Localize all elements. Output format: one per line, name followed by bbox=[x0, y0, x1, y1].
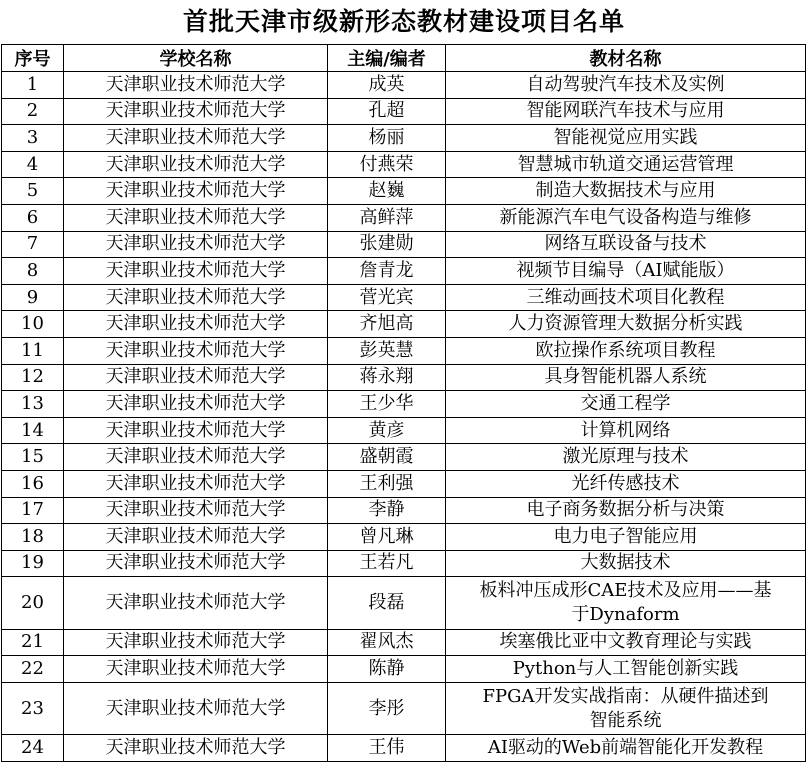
table-row bbox=[2, 497, 806, 524]
cell-serial-number: 1 bbox=[2, 72, 64, 99]
cell-editor: 李静 bbox=[328, 497, 446, 524]
cell-school-name: 天津职业技术师范大学 bbox=[64, 364, 328, 391]
table-row bbox=[2, 337, 806, 364]
cell-textbook-name: 电力电子智能应用 bbox=[446, 524, 806, 551]
cell-textbook-name: 计算机网络 bbox=[446, 417, 806, 444]
cell-serial-number: 5 bbox=[2, 178, 64, 205]
cell-school-name: 天津职业技术师范大学 bbox=[64, 682, 328, 734]
cell-textbook-name bbox=[446, 682, 806, 734]
cell-school-name: 天津职业技术师范大学 bbox=[64, 629, 328, 656]
cell-editor: 王伟 bbox=[328, 735, 446, 762]
cell-serial-number: 19 bbox=[2, 550, 64, 577]
cell-serial-number: 13 bbox=[2, 391, 64, 418]
document-title: 首批天津市级新形态教材建设项目名单 bbox=[182, 7, 625, 36]
cell-editor: 陈静 bbox=[328, 656, 446, 683]
cell-serial-number: 10 bbox=[2, 311, 64, 338]
cell-textbook-name: 具身智能机器人系统 bbox=[446, 364, 806, 391]
cell-textbook-name: 三维动画技术项目化教程 bbox=[446, 284, 806, 311]
cell-textbook-name: 激光原理与技术 bbox=[446, 444, 806, 471]
cell-textbook-name: 大数据技术 bbox=[446, 550, 806, 577]
cell-serial-number: 11 bbox=[2, 337, 64, 364]
cell-editor: 盛朝霞 bbox=[328, 444, 446, 471]
table-row bbox=[2, 550, 806, 577]
cell-editor: 赵巍 bbox=[328, 178, 446, 205]
cell-school-name: 天津职业技术师范大学 bbox=[64, 656, 328, 683]
table-row bbox=[2, 364, 806, 391]
table-row bbox=[2, 125, 806, 152]
cell-textbook-name: 视频节目编导（AI赋能版） bbox=[446, 258, 806, 285]
cell-school-name: 天津职业技术师范大学 bbox=[64, 550, 328, 577]
header-school-name: 学校名称 bbox=[64, 45, 328, 72]
cell-editor: 黄彦 bbox=[328, 417, 446, 444]
table-row bbox=[2, 444, 806, 471]
cell-editor: 詹青龙 bbox=[328, 258, 446, 285]
cell-serial-number: 18 bbox=[2, 524, 64, 551]
cell-textbook-name: 网络互联设备与技术 bbox=[446, 231, 806, 258]
project-table bbox=[1, 44, 806, 762]
table-row bbox=[2, 417, 806, 444]
cell-editor: 高鲜萍 bbox=[328, 204, 446, 231]
cell-school-name: 天津职业技术师范大学 bbox=[64, 735, 328, 762]
cell-editor: 孔超 bbox=[328, 98, 446, 125]
table-row bbox=[2, 151, 806, 178]
textbook-name-line: 板料冲压成形CAE技术及应用——基 bbox=[479, 579, 772, 601]
cell-serial-number: 15 bbox=[2, 444, 64, 471]
cell-school-name: 天津职业技术师范大学 bbox=[64, 577, 328, 629]
cell-serial-number: 3 bbox=[2, 125, 64, 152]
cell-serial-number: 20 bbox=[2, 577, 64, 629]
header-editor: 主编/编者 bbox=[328, 45, 446, 72]
cell-textbook-name: 人力资源管理大数据分析实践 bbox=[446, 311, 806, 338]
table-row bbox=[2, 178, 806, 205]
cell-textbook-name: 电子商务数据分析与决策 bbox=[446, 497, 806, 524]
table-row bbox=[2, 391, 806, 418]
cell-serial-number: 12 bbox=[2, 364, 64, 391]
textbook-name-line: 于Dynaform bbox=[571, 603, 680, 625]
cell-serial-number: 17 bbox=[2, 497, 64, 524]
cell-textbook-name: 欧拉操作系统项目教程 bbox=[446, 337, 806, 364]
cell-textbook-name: 智能网联汽车技术与应用 bbox=[446, 98, 806, 125]
cell-editor: 付燕荣 bbox=[328, 151, 446, 178]
cell-editor: 王若凡 bbox=[328, 550, 446, 577]
cell-textbook-name: 制造大数据技术与应用 bbox=[446, 178, 806, 205]
cell-serial-number: 14 bbox=[2, 417, 64, 444]
table-row bbox=[2, 470, 806, 497]
table-row bbox=[2, 284, 806, 311]
cell-serial-number: 6 bbox=[2, 204, 64, 231]
cell-school-name: 天津职业技术师范大学 bbox=[64, 151, 328, 178]
cell-school-name: 天津职业技术师范大学 bbox=[64, 444, 328, 471]
table-row bbox=[2, 629, 806, 656]
cell-editor: 菅光宾 bbox=[328, 284, 446, 311]
cell-school-name: 天津职业技术师范大学 bbox=[64, 311, 328, 338]
cell-school-name: 天津职业技术师范大学 bbox=[64, 231, 328, 258]
cell-school-name: 天津职业技术师范大学 bbox=[64, 258, 328, 285]
table-row bbox=[2, 524, 806, 551]
table-row bbox=[2, 735, 806, 762]
cell-serial-number: 9 bbox=[2, 284, 64, 311]
cell-editor: 成英 bbox=[328, 72, 446, 99]
cell-school-name: 天津职业技术师范大学 bbox=[64, 417, 328, 444]
cell-school-name: 天津职业技术师范大学 bbox=[64, 204, 328, 231]
cell-school-name: 天津职业技术师范大学 bbox=[64, 391, 328, 418]
table-row bbox=[2, 98, 806, 125]
cell-editor: 李彤 bbox=[328, 682, 446, 734]
cell-editor: 王少华 bbox=[328, 391, 446, 418]
cell-school-name: 天津职业技术师范大学 bbox=[64, 524, 328, 551]
cell-editor: 翟风杰 bbox=[328, 629, 446, 656]
cell-serial-number: 23 bbox=[2, 682, 64, 734]
cell-school-name: 天津职业技术师范大学 bbox=[64, 470, 328, 497]
cell-textbook-name: Python与人工智能创新实践 bbox=[446, 656, 806, 683]
table-row bbox=[2, 258, 806, 285]
table-row bbox=[2, 311, 806, 338]
cell-textbook-name: 埃塞俄比亚中文教育理论与实践 bbox=[446, 629, 806, 656]
cell-textbook-name: 智能视觉应用实践 bbox=[446, 125, 806, 152]
cell-serial-number: 2 bbox=[2, 98, 64, 125]
cell-serial-number: 21 bbox=[2, 629, 64, 656]
cell-school-name: 天津职业技术师范大学 bbox=[64, 337, 328, 364]
textbook-name-line: 智能系统 bbox=[589, 709, 662, 731]
cell-school-name: 天津职业技术师范大学 bbox=[64, 178, 328, 205]
cell-serial-number: 7 bbox=[2, 231, 64, 258]
cell-textbook-name: 交通工程学 bbox=[446, 391, 806, 418]
table-row bbox=[2, 204, 806, 231]
cell-school-name: 天津职业技术师范大学 bbox=[64, 497, 328, 524]
cell-textbook-name: 新能源汽车电气设备构造与维修 bbox=[446, 204, 806, 231]
textbook-name-line: FPGA开发实战指南：从硬件描述到 bbox=[482, 685, 769, 707]
table-row bbox=[2, 72, 806, 99]
table-row bbox=[2, 577, 806, 629]
table-header-row bbox=[2, 45, 806, 72]
cell-editor: 张建勋 bbox=[328, 231, 446, 258]
cell-editor: 齐旭高 bbox=[328, 311, 446, 338]
cell-serial-number: 16 bbox=[2, 470, 64, 497]
cell-textbook-name bbox=[446, 577, 806, 629]
header-serial-number: 序号 bbox=[2, 45, 64, 72]
cell-serial-number: 8 bbox=[2, 258, 64, 285]
cell-school-name: 天津职业技术师范大学 bbox=[64, 72, 328, 99]
cell-textbook-name: 智慧城市轨道交通运营管理 bbox=[446, 151, 806, 178]
table-row bbox=[2, 682, 806, 734]
cell-editor: 曾凡琳 bbox=[328, 524, 446, 551]
cell-school-name: 天津职业技术师范大学 bbox=[64, 125, 328, 152]
table-body bbox=[2, 72, 806, 762]
cell-editor: 王利强 bbox=[328, 470, 446, 497]
table-row bbox=[2, 656, 806, 683]
cell-serial-number: 4 bbox=[2, 151, 64, 178]
cell-editor: 段磊 bbox=[328, 577, 446, 629]
table-row bbox=[2, 231, 806, 258]
cell-school-name: 天津职业技术师范大学 bbox=[64, 98, 328, 125]
cell-editor: 彭英慧 bbox=[328, 337, 446, 364]
cell-editor: 蒋永翔 bbox=[328, 364, 446, 391]
cell-textbook-name: 光纤传感技术 bbox=[446, 470, 806, 497]
cell-textbook-name: AI驱动的Web前端智能化开发教程 bbox=[446, 735, 806, 762]
cell-school-name: 天津职业技术师范大学 bbox=[64, 284, 328, 311]
cell-serial-number: 22 bbox=[2, 656, 64, 683]
cell-textbook-name: 自动驾驶汽车技术及实例 bbox=[446, 72, 806, 99]
cell-editor: 杨丽 bbox=[328, 125, 446, 152]
cell-serial-number: 24 bbox=[2, 735, 64, 762]
header-textbook-name: 教材名称 bbox=[446, 45, 806, 72]
